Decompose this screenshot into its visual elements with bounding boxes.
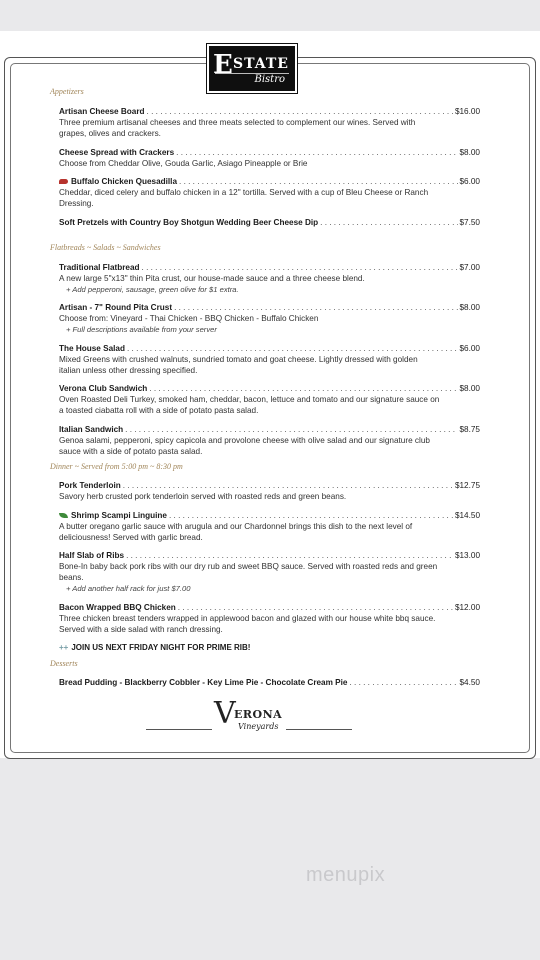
item-description: Genoa salami, pepperoni, spicy capicola and provolone cheese with olive salad and our signature club bbox=[59, 436, 430, 445]
dot-leader bbox=[149, 383, 457, 394]
item-note: + Full descriptions available from your server bbox=[66, 325, 217, 334]
verona-script: Vineyards bbox=[238, 722, 279, 731]
item-description: deliciousness! Served with garlic bread. bbox=[59, 533, 203, 542]
promo-arrows: ++ bbox=[59, 643, 69, 652]
item-price: $7.00 bbox=[459, 263, 480, 272]
dot-leader bbox=[147, 106, 453, 117]
pepper-icon bbox=[59, 179, 68, 184]
item-description: grapes, olives and crackers. bbox=[59, 129, 161, 138]
verona-vineyards-logo bbox=[214, 696, 284, 739]
menu-item bbox=[59, 383, 480, 416]
menu-item bbox=[59, 480, 480, 502]
menu-item bbox=[59, 424, 480, 457]
menu-item bbox=[59, 262, 480, 295]
dot-leader bbox=[126, 550, 453, 561]
item-name: Artisan Cheese Board bbox=[59, 107, 145, 116]
menu-item bbox=[59, 176, 480, 209]
dot-leader bbox=[320, 217, 457, 228]
footer-rule-left bbox=[146, 729, 212, 730]
item-description: sauce with a side of potato pasta salad. bbox=[59, 447, 203, 456]
verona-initial: V bbox=[214, 696, 236, 731]
item-description: italian unless other dressing specified. bbox=[59, 366, 198, 375]
menu-item bbox=[59, 550, 480, 594]
dot-leader bbox=[178, 602, 453, 613]
item-price: $12.00 bbox=[454, 603, 480, 612]
item-name: Buffalo Chicken Quesadilla bbox=[71, 177, 178, 186]
item-name: Traditional Flatbread bbox=[59, 263, 140, 272]
dot-leader bbox=[179, 176, 457, 187]
menu-item bbox=[59, 677, 480, 688]
item-description: Cheddar, diced celery and buffalo chicken in a 12" tortilla. Served with a cup of Bleu Cheese or Ranch bbox=[59, 188, 429, 197]
section-desserts: Desserts bbox=[50, 659, 78, 668]
item-note: + Add pepperoni, sausage, green olive for $1 extra. bbox=[66, 285, 239, 294]
section-flatbreads: Flatbreads ~ Salads ~ Sandwiches bbox=[50, 243, 161, 252]
item-price: $6.00 bbox=[459, 177, 480, 186]
logo-script: Bistro bbox=[254, 74, 285, 85]
item-name: Artisan - 7" Round Pita Crust bbox=[59, 303, 173, 312]
item-description: Dressing. bbox=[59, 199, 94, 208]
item-description: Choose from Cheddar Olive, Gouda Garlic, Asiago Pineapple or Brie bbox=[59, 159, 308, 168]
item-price: $8.00 bbox=[459, 303, 480, 312]
dot-leader bbox=[142, 262, 458, 273]
item-price: $13.00 bbox=[454, 551, 480, 560]
item-description: Three premium artisanal cheeses and three meats selected to complement our wines. Served with bbox=[59, 118, 416, 127]
item-price: $8.75 bbox=[459, 425, 480, 434]
item-description: Savory herb crusted pork tenderloin served with roasted reds and green beans. bbox=[59, 492, 347, 501]
dot-leader bbox=[123, 480, 453, 491]
menu-item bbox=[59, 343, 480, 376]
item-note: + Add another half rack for just $7.00 bbox=[66, 584, 191, 593]
dot-leader bbox=[127, 343, 458, 354]
item-description: Mixed Greens with crushed walnuts, sundried tomato and goat cheese. Lightly dressed with golden bbox=[59, 355, 418, 364]
menu-item bbox=[59, 217, 480, 228]
prime-rib-promo bbox=[59, 643, 250, 652]
item-name: The House Salad bbox=[59, 344, 125, 353]
item-name: Pork Tenderloin bbox=[59, 481, 121, 490]
item-description: a toasted ciabatta roll with a side of potato pasta salad. bbox=[59, 406, 259, 415]
dot-leader bbox=[174, 302, 457, 313]
dot-leader bbox=[125, 424, 457, 435]
menu-item bbox=[59, 602, 480, 635]
menu-item bbox=[59, 510, 480, 543]
item-price: $7.50 bbox=[459, 218, 480, 227]
logo-word: STATE bbox=[233, 56, 289, 72]
item-description: Oven Roasted Deli Turkey, smoked ham, cheddar, bacon, lettuce and tomato and our signature sauce on bbox=[59, 395, 440, 404]
dot-leader bbox=[169, 510, 453, 521]
item-price: $12.75 bbox=[454, 481, 480, 490]
item-name: Italian Sandwich bbox=[59, 425, 124, 434]
item-description: A butter oregano garlic sauce with arugula and our Chardonnel brings this dish to the next level of bbox=[59, 522, 413, 531]
promo-text: JOIN US NEXT FRIDAY NIGHT FOR PRIME RIB! bbox=[71, 643, 251, 652]
logo-initial: E bbox=[213, 50, 233, 80]
footer-rule-right bbox=[286, 729, 352, 730]
item-description: A new large 5"x13" thin Pita crust, our house-made sauce and a three cheese blend. bbox=[59, 274, 365, 283]
item-price: $6.00 bbox=[459, 344, 480, 353]
item-description: Bone-In baby back pork ribs with our dry rub and sweet BBQ sauce. Served with roasted reds and green bbox=[59, 562, 438, 571]
item-price: $8.00 bbox=[459, 148, 480, 157]
leaf-icon bbox=[59, 513, 68, 518]
section-appetizers: Appetizers bbox=[50, 87, 84, 96]
item-description: Served with a side salad with ranch dressing. bbox=[59, 625, 223, 634]
item-name: Bacon Wrapped BBQ Chicken bbox=[59, 603, 176, 612]
item-name: Bread Pudding - Blackberry Cobbler - Key Lime Pie - Chocolate Cream Pie bbox=[59, 678, 348, 687]
item-price: $8.00 bbox=[459, 384, 480, 393]
item-price: $14.50 bbox=[454, 511, 480, 520]
item-name: Shrimp Scampi Linguine bbox=[71, 511, 167, 520]
menu-item bbox=[59, 302, 480, 335]
dot-leader bbox=[176, 147, 457, 158]
menupix-watermark bbox=[306, 864, 385, 887]
item-price: $16.00 bbox=[454, 107, 480, 116]
section-dinner: Dinner ~ Served from 5:00 pm ~ 8:30 pm bbox=[50, 462, 183, 471]
verona-word: ERONA bbox=[234, 708, 283, 721]
menu-item bbox=[59, 147, 480, 169]
estate-bistro-logo bbox=[207, 44, 297, 93]
menu-item bbox=[59, 106, 480, 139]
item-description: Choose from: Vineyard - Thai Chicken - BBQ Chicken - Buffalo Chicken bbox=[59, 314, 319, 323]
item-description: beans. bbox=[59, 573, 84, 582]
item-name: Cheese Spread with Crackers bbox=[59, 148, 175, 157]
dot-leader bbox=[349, 677, 457, 688]
item-price: $4.50 bbox=[459, 678, 480, 687]
item-name: Half Slab of Ribs bbox=[59, 551, 125, 560]
top-bar bbox=[0, 0, 540, 31]
item-name: Verona Club Sandwich bbox=[59, 384, 148, 393]
item-description: Three chicken breast tenders wrapped in applewood bacon and glazed with our house white bbq sauce. bbox=[59, 614, 436, 623]
menu-page bbox=[0, 31, 540, 758]
watermark-text: menupix bbox=[306, 864, 386, 886]
item-name: Soft Pretzels with Country Boy Shotgun Wedding Beer Cheese Dip bbox=[59, 218, 319, 227]
